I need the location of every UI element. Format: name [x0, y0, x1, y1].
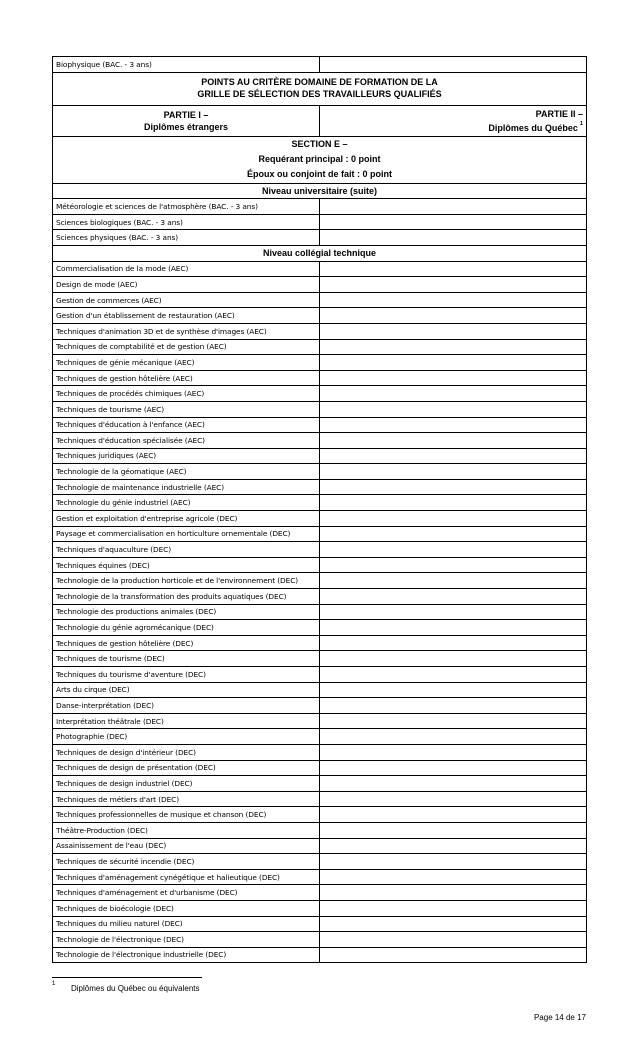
section-header-row — [53, 136, 587, 183]
level-row — [53, 245, 587, 261]
program-name: Technologie de la production horticole et de l'environnement (DEC) — [53, 573, 320, 589]
quebec-diploma-cell — [320, 355, 587, 371]
table-row — [53, 230, 587, 246]
part2-title: PARTIE II – — [535, 108, 583, 119]
quebec-diploma-cell — [320, 339, 587, 355]
quebec-diploma-cell — [320, 698, 587, 714]
quebec-diploma-cell — [320, 807, 587, 823]
part2-subtitle: Diplômes du Québec — [488, 122, 578, 133]
table-row — [53, 932, 587, 948]
table-row — [53, 433, 587, 449]
table-row — [53, 417, 587, 433]
quebec-diploma-cell — [320, 401, 587, 417]
quebec-diploma-cell — [320, 277, 587, 293]
table-row — [53, 495, 587, 511]
table-row — [53, 199, 587, 215]
program-name: Techniques de procédés chimiques (AEC) — [53, 386, 320, 402]
table-row — [53, 323, 587, 339]
table-row — [53, 729, 587, 745]
program-name: Technologie de la géomatique (AEC) — [53, 464, 320, 480]
part1-subtitle: Diplômes étrangers — [143, 121, 229, 132]
quebec-diploma-cell — [320, 667, 587, 683]
quebec-diploma-cell — [320, 479, 587, 495]
quebec-diploma-cell — [320, 760, 587, 776]
quebec-diploma-cell — [320, 713, 587, 729]
program-name: Assainissement de l'eau (DEC) — [53, 838, 320, 854]
table-row — [53, 776, 587, 792]
quebec-diploma-cell — [320, 323, 587, 339]
table-row — [53, 557, 587, 573]
quebec-diploma-cell — [320, 729, 587, 745]
program-name: Techniques d'aquaculture (DEC) — [53, 542, 320, 558]
footnote-marker: 1 — [579, 120, 583, 127]
program-name: Techniques de tourisme (DEC) — [53, 651, 320, 667]
program-name: Biophysique (BAC. - 3 ans) — [53, 57, 320, 73]
program-name: Techniques d'éducation spécialisée (AEC) — [53, 433, 320, 449]
table-row — [53, 355, 587, 371]
program-name: Techniques de bioécologie (DEC) — [53, 900, 320, 916]
table-row — [53, 386, 587, 402]
table-row — [53, 620, 587, 636]
table-row — [53, 448, 587, 464]
program-name: Techniques de comptabilité et de gestion (AEC) — [53, 339, 320, 355]
program-name: Paysage et commercialisation en horticulture ornementale (DEC) — [53, 526, 320, 542]
table-row — [53, 885, 587, 901]
footnote-number: 1 — [52, 981, 56, 987]
table-row — [53, 370, 587, 386]
table-row — [53, 651, 587, 667]
quebec-diploma-cell — [320, 822, 587, 838]
quebec-diploma-cell — [320, 542, 587, 558]
table-row — [53, 214, 587, 230]
table-row — [53, 401, 587, 417]
program-name: Techniques d'animation 3D et de synthèse d'images (AEC) — [53, 323, 320, 339]
table-row — [53, 635, 587, 651]
program-name: Techniques de gestion hôtelière (DEC) — [53, 635, 320, 651]
program-name: Gestion de commerces (AEC) — [53, 292, 320, 308]
program-name: Techniques de design d'intérieur (DEC) — [53, 744, 320, 760]
quebec-diploma-cell — [320, 573, 587, 589]
quebec-diploma-cell — [320, 651, 587, 667]
program-name: Technologie du génie agromécanique (DEC) — [53, 620, 320, 636]
table-title — [53, 72, 587, 105]
table-row — [53, 277, 587, 293]
program-name: Techniques de génie mécanique (AEC) — [53, 355, 320, 371]
table-row — [53, 822, 587, 838]
table-row — [53, 838, 587, 854]
table-row — [53, 339, 587, 355]
quebec-diploma-cell — [320, 744, 587, 760]
program-name: Techniques de métiers d'art (DEC) — [53, 791, 320, 807]
quebec-diploma-cell — [320, 900, 587, 916]
table-row — [53, 698, 587, 714]
program-name: Techniques de sécurité incendie (DEC) — [53, 854, 320, 870]
quebec-diploma-cell — [320, 916, 587, 932]
table-row — [53, 900, 587, 916]
quebec-diploma-cell — [320, 620, 587, 636]
quebec-diploma-cell — [320, 604, 587, 620]
section-main-applicant: Requérant principal : 0 point — [258, 154, 381, 165]
table-row — [53, 573, 587, 589]
program-name: Technologie de la transformation des produits aquatiques (DEC) — [53, 589, 320, 605]
program-name: Danse-interprétation (DEC) — [53, 698, 320, 714]
table-row — [53, 869, 587, 885]
table-row — [53, 261, 587, 277]
program-name: Techniques de tourisme (AEC) — [53, 401, 320, 417]
quebec-diploma-cell — [320, 932, 587, 948]
quebec-diploma-cell — [320, 417, 587, 433]
table-row — [53, 479, 587, 495]
section-header — [53, 136, 587, 183]
table-row — [53, 308, 587, 324]
quebec-diploma-cell — [320, 230, 587, 246]
quebec-diploma-cell — [320, 635, 587, 651]
table-row — [53, 682, 587, 698]
program-name: Sciences biologiques (BAC. - 3 ans) — [53, 214, 320, 230]
level-college-technical: Niveau collégial technique — [53, 245, 587, 261]
program-name: Sciences physiques (BAC. - 3 ans) — [53, 230, 320, 246]
program-name: Techniques de design industriel (DEC) — [53, 776, 320, 792]
table-row — [53, 542, 587, 558]
program-name: Gestion et exploitation d'entreprise agricole (DEC) — [53, 511, 320, 527]
program-name: Technologie des productions animales (DEC) — [53, 604, 320, 620]
quebec-diploma-cell — [320, 199, 587, 215]
table-row — [53, 791, 587, 807]
program-name: Technologie de maintenance industrielle (AEC) — [53, 479, 320, 495]
footnote-separator — [52, 977, 202, 978]
program-name: Techniques d'éducation à l'enfance (AEC) — [53, 417, 320, 433]
program-name: Technologie de l'électronique (DEC) — [53, 932, 320, 948]
program-name: Techniques du milieu naturel (DEC) — [53, 916, 320, 932]
table-row — [53, 667, 587, 683]
quebec-diploma-cell — [320, 854, 587, 870]
part2-header — [320, 105, 587, 136]
program-name: Technologie du génie industriel (AEC) — [53, 495, 320, 511]
quebec-diploma-cell — [320, 308, 587, 324]
program-name: Commercialisation de la mode (AEC) — [53, 261, 320, 277]
table-row — [53, 760, 587, 776]
quebec-diploma-cell — [320, 947, 587, 963]
quebec-diploma-cell — [320, 776, 587, 792]
program-name: Techniques d'aménagement et d'urbanisme (DEC) — [53, 885, 320, 901]
quebec-diploma-cell — [320, 682, 587, 698]
quebec-diploma-cell — [320, 448, 587, 464]
quebec-diploma-cell — [320, 885, 587, 901]
program-name: Techniques d'aménagement cynégétique et halieutique (DEC) — [53, 869, 320, 885]
program-name: Techniques du tourisme d'aventure (DEC) — [53, 667, 320, 683]
table-header-row — [53, 72, 587, 105]
table-row — [53, 292, 587, 308]
section-title: SECTION E – — [291, 139, 348, 150]
level-row — [53, 183, 587, 199]
quebec-diploma-cell — [320, 370, 587, 386]
program-name: Théâtre-Production (DEC) — [53, 822, 320, 838]
quebec-diploma-cell — [320, 261, 587, 277]
table-row — [53, 854, 587, 870]
quebec-diploma-cell — [320, 433, 587, 449]
quebec-diploma-cell — [320, 557, 587, 573]
page-number: Page 14 de 17 — [533, 1013, 586, 1022]
table-row — [53, 916, 587, 932]
footnote-text: Diplômes du Québec ou équivalents — [71, 984, 200, 993]
program-name: Design de mode (AEC) — [53, 277, 320, 293]
quebec-diploma-cell — [320, 511, 587, 527]
part1-title: PARTIE I – — [163, 109, 209, 120]
quebec-diploma-cell — [320, 869, 587, 885]
quebec-diploma-cell — [320, 526, 587, 542]
level-university-cont: Niveau universitaire (suite) — [53, 183, 587, 199]
quebec-diploma-cell — [320, 495, 587, 511]
quebec-diploma-cell — [320, 292, 587, 308]
quebec-diploma-cell — [320, 791, 587, 807]
program-name: Météorologie et sciences de l'atmosphère (BAC. - 3 ans) — [53, 199, 320, 215]
section-spouse: Époux ou conjoint de fait : 0 point — [247, 169, 392, 180]
table-row — [53, 807, 587, 823]
program-name: Interprétation théâtrale (DEC) — [53, 713, 320, 729]
table-title-line1: POINTS AU CRITÈRE DOMAINE DE FORMATION DE LA — [201, 77, 438, 88]
table-row — [53, 464, 587, 480]
quebec-diploma-cell — [320, 386, 587, 402]
table-title-line2: GRILLE DE SÉLECTION DES TRAVAILLEURS QUALIFIÉS — [197, 88, 442, 99]
table-row — [53, 947, 587, 963]
program-name: Techniques de design de présentation (DEC) — [53, 760, 320, 776]
program-name: Gestion d'un établissement de restauration (AEC) — [53, 308, 320, 324]
program-name: Technologie de l'électronique industrielle (DEC) — [53, 947, 320, 963]
program-name: Techniques professionnelles de musique et chanson (DEC) — [53, 807, 320, 823]
table-row — [53, 713, 587, 729]
program-name: Techniques équines (DEC) — [53, 557, 320, 573]
table-row — [53, 744, 587, 760]
table-row — [53, 526, 587, 542]
training-domain-table — [52, 56, 587, 963]
quebec-diploma-cell — [320, 214, 587, 230]
part1-header — [53, 105, 320, 136]
table-row — [53, 57, 587, 73]
quebec-diploma-cell — [320, 464, 587, 480]
table-row — [53, 589, 587, 605]
table-row — [53, 604, 587, 620]
program-name: Photographie (DEC) — [53, 729, 320, 745]
program-name: Arts du cirque (DEC) — [53, 682, 320, 698]
quebec-diploma-cell — [320, 838, 587, 854]
program-name: Techniques de gestion hôtelière (AEC) — [53, 370, 320, 386]
program-name: Techniques juridiques (AEC) — [53, 448, 320, 464]
quebec-diploma-cell — [320, 57, 587, 73]
parts-header-row — [53, 105, 587, 136]
quebec-diploma-cell — [320, 589, 587, 605]
table-row — [53, 511, 587, 527]
